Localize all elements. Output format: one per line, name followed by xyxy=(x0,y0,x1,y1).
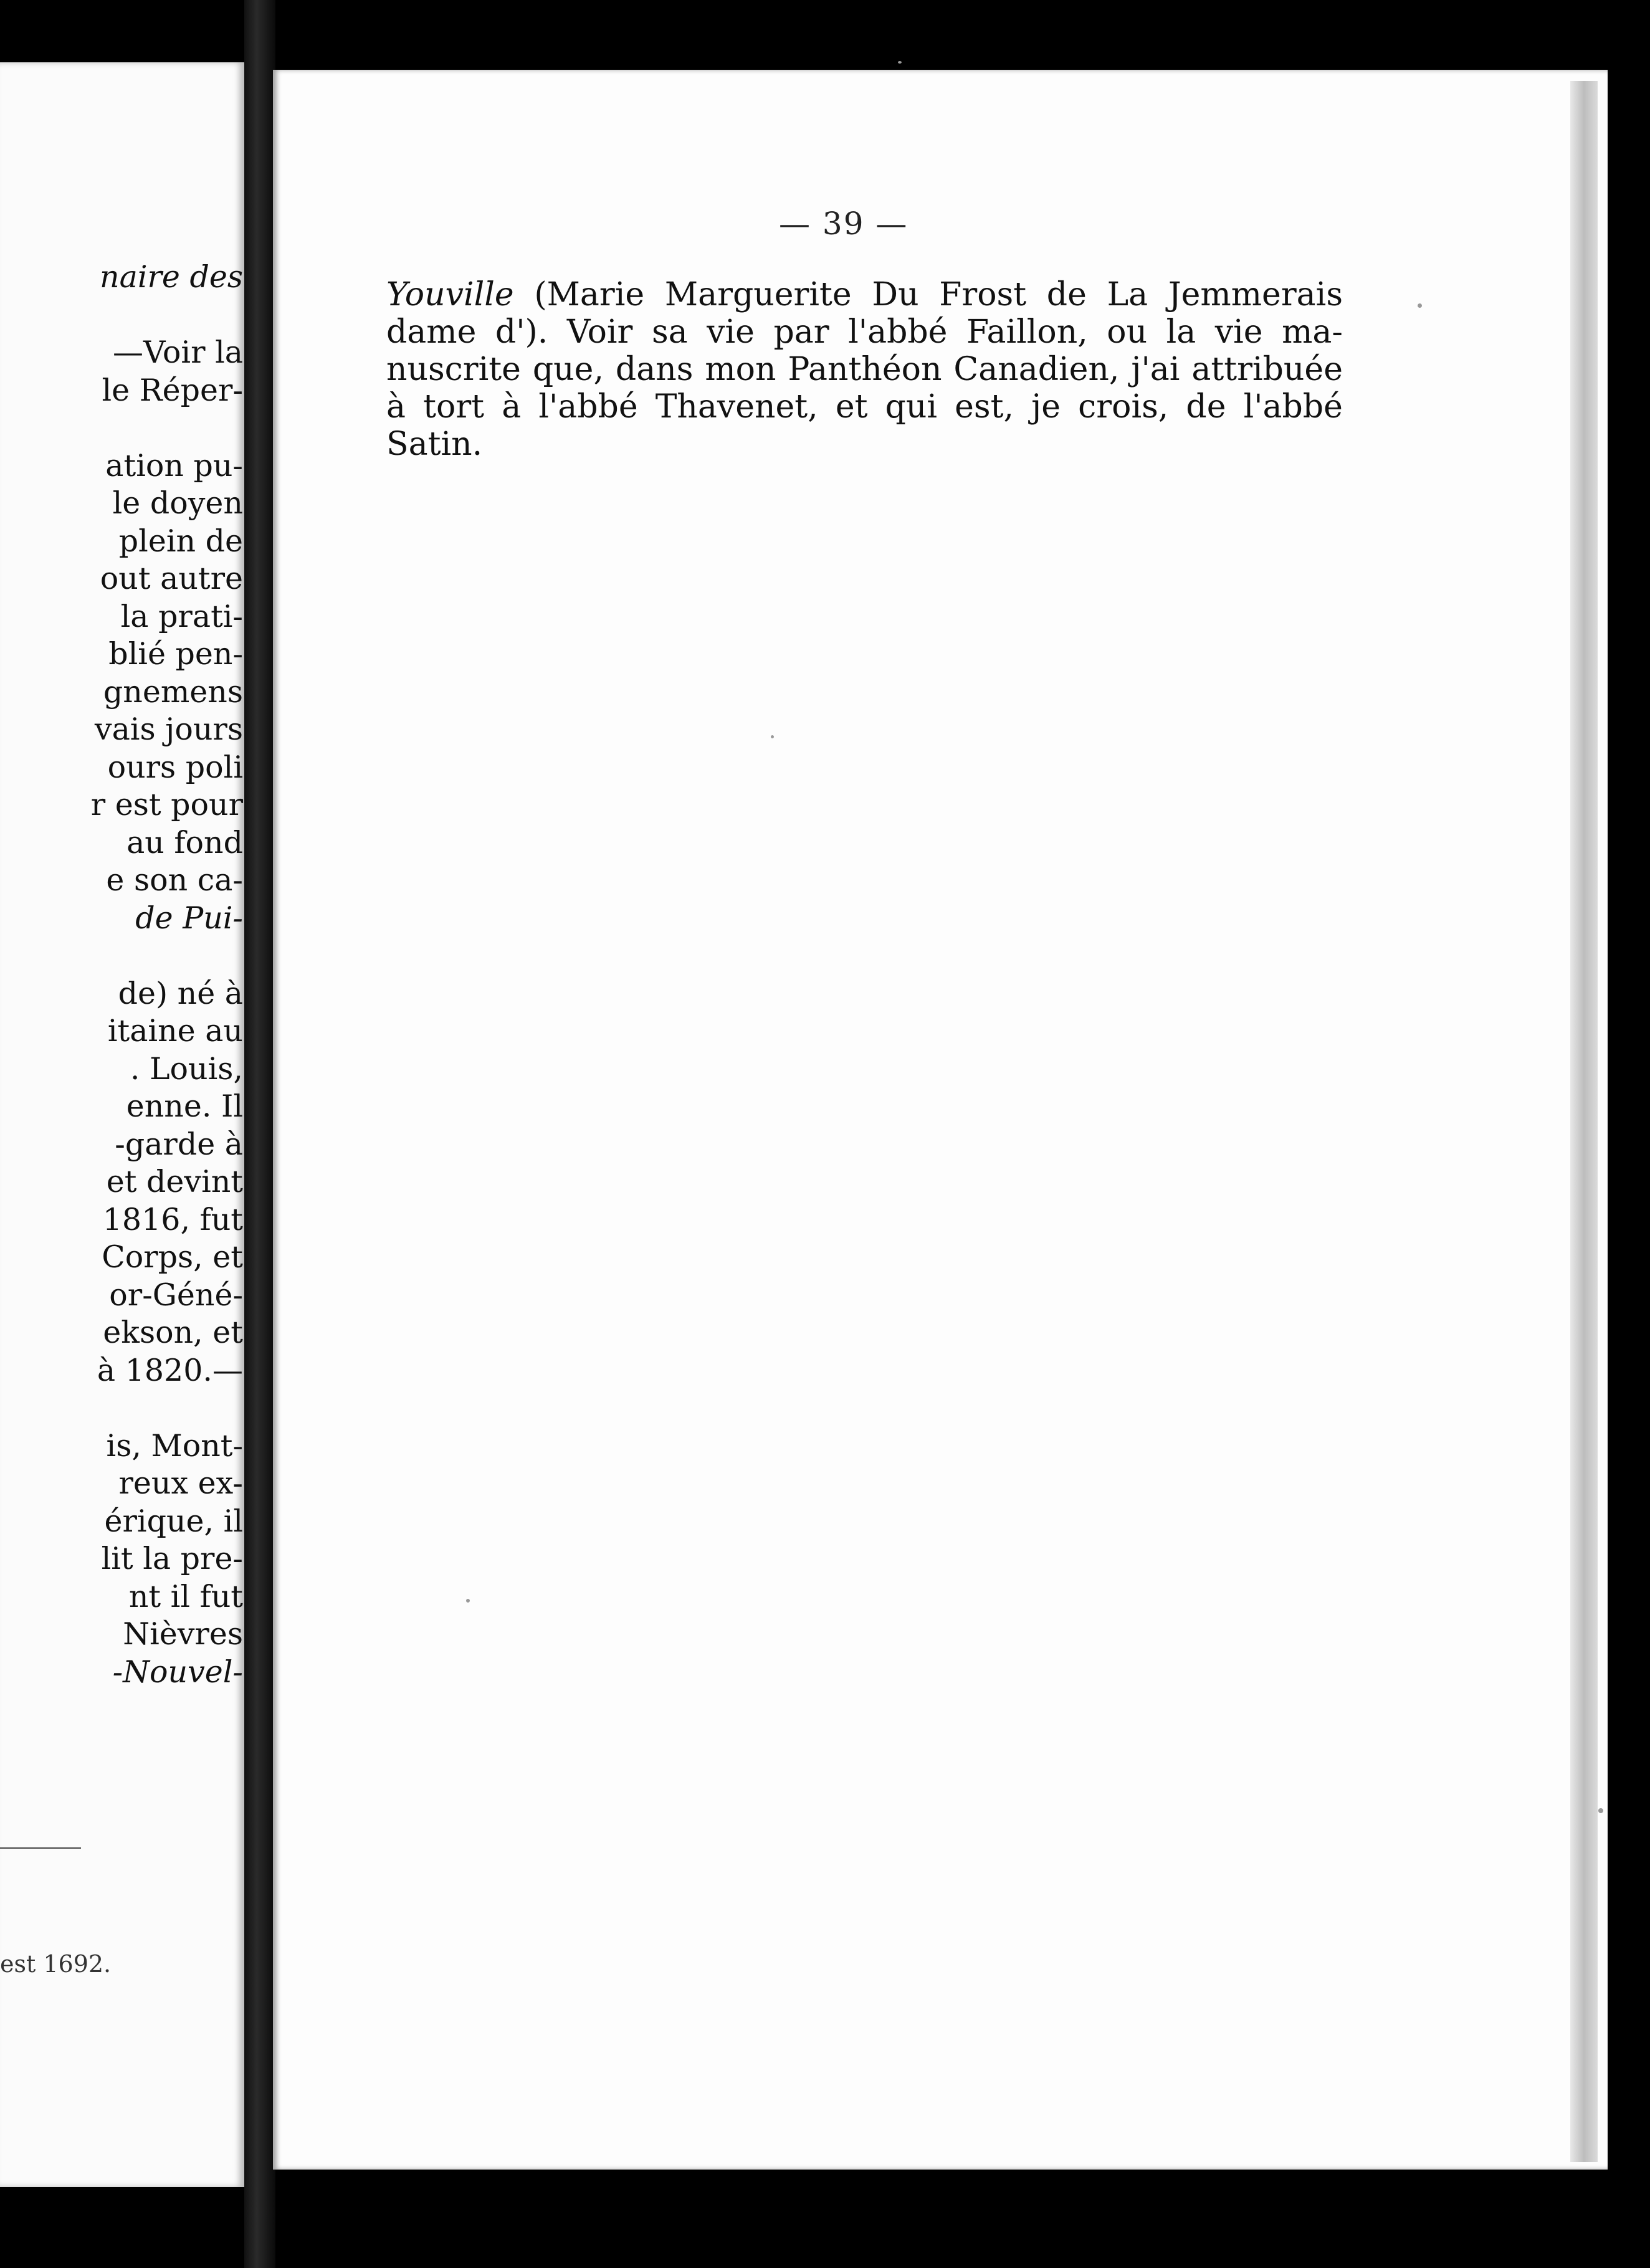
entry-line xyxy=(386,388,1343,426)
entry-word: l'abbé xyxy=(848,313,948,351)
left-page-line: le doyen xyxy=(112,485,243,521)
left-page-line: ours poli xyxy=(107,749,243,785)
entry-line xyxy=(386,426,1343,463)
left-page-line: vais jours xyxy=(94,712,243,747)
entry-word: l'abbé xyxy=(1243,388,1343,426)
entry-word: de xyxy=(1046,276,1087,313)
entry-word: à xyxy=(502,388,522,426)
left-page-line: itaine au xyxy=(107,1013,243,1049)
left-page-line: e son ca- xyxy=(106,862,243,898)
entry-word: La xyxy=(1107,276,1148,313)
left-page-line: Nièvres xyxy=(123,1616,243,1652)
entry-word: j'ai xyxy=(1131,351,1180,388)
entry-word: dans xyxy=(615,351,694,388)
entry-word: tort xyxy=(423,388,485,426)
left-page-line xyxy=(0,409,243,447)
entry-word: est, xyxy=(955,388,1014,426)
left-page-line: . Louis, xyxy=(130,1051,243,1087)
left-page-line xyxy=(0,297,243,335)
entry-word: nuscrite xyxy=(386,351,521,388)
entry-word: Thavenet, xyxy=(655,388,818,426)
left-page-line: la prati- xyxy=(120,598,243,634)
left-page-line: et devint xyxy=(106,1164,243,1199)
entry-word: l'abbé xyxy=(538,388,638,426)
entry-word: la xyxy=(1166,313,1196,351)
left-page-line: -garde à xyxy=(115,1126,243,1162)
left-page-line: nt il fut xyxy=(128,1578,243,1614)
entry-word: Canadien, xyxy=(953,351,1120,388)
left-page-line: ation pu- xyxy=(105,447,243,484)
left-page-line: gnemens xyxy=(103,674,243,710)
left-page-line: 1816, fut xyxy=(102,1201,243,1237)
left-page-line: enne. Il xyxy=(126,1089,243,1124)
entry-word: de xyxy=(1186,388,1226,426)
entry-word: et xyxy=(835,388,868,426)
left-page-line: érique, il xyxy=(104,1503,243,1539)
left-page-text xyxy=(0,259,243,1691)
left-page-line: ekson, et xyxy=(103,1315,243,1350)
entry-word: à xyxy=(386,388,406,426)
left-page-line: is, Mont- xyxy=(106,1427,243,1464)
entry-word: Voir xyxy=(566,313,633,351)
left-page-line: à 1820.— xyxy=(97,1352,243,1388)
entry-word: que, xyxy=(532,351,604,388)
entry-word: Satin. xyxy=(386,426,483,463)
entry-word: mon xyxy=(705,351,776,388)
left-page-line: -Nouvel- xyxy=(112,1654,243,1690)
left-page-line: blié pen- xyxy=(108,636,243,672)
entry-word: Jemmerais xyxy=(1168,276,1343,313)
entry-line xyxy=(386,276,1343,313)
left-page-line: or-Géné- xyxy=(109,1277,243,1313)
entry-headword: Youville xyxy=(386,276,514,313)
left-page-line: plein de xyxy=(118,523,243,559)
entry-word: (Marie xyxy=(534,276,645,313)
left-page-line: au fond xyxy=(126,824,243,860)
footnote-rule xyxy=(0,1847,81,1849)
entry-word: Panthéon xyxy=(788,351,942,388)
left-page-line: reux ex- xyxy=(118,1465,243,1501)
entry-word: Du xyxy=(872,276,919,313)
entry-line xyxy=(386,351,1343,388)
left-footnote: est 1692. xyxy=(0,1950,112,1978)
entry-line xyxy=(386,313,1343,351)
page-number: — 39 — xyxy=(779,206,908,242)
dictionary-entry xyxy=(386,276,1343,463)
entry-word: Frost xyxy=(939,276,1027,313)
entry-word: ma- xyxy=(1282,313,1343,351)
left-page-line: le Réper- xyxy=(102,372,243,408)
left-page-line: Corps, et xyxy=(102,1239,243,1275)
entry-word: sa xyxy=(651,313,688,351)
entry-word: dame xyxy=(386,313,477,351)
entry-word: qui xyxy=(885,388,938,426)
entry-word: Marguerite xyxy=(664,276,852,313)
left-page-line: de Pui- xyxy=(135,900,243,936)
left-page-line: out autre xyxy=(100,561,243,596)
entry-word: je xyxy=(1031,388,1061,426)
page-edge xyxy=(1570,81,1598,2162)
left-page xyxy=(0,62,244,2187)
left-page-line: naire des xyxy=(100,259,243,295)
left-page-line xyxy=(0,937,243,975)
entry-word: d'). xyxy=(495,313,548,351)
entry-word: par xyxy=(773,313,829,351)
left-page-line: —Voir la xyxy=(113,335,243,370)
entry-word: Faillon, xyxy=(966,313,1088,351)
left-page-line: de) né à xyxy=(118,975,243,1011)
left-page-line: lit la pre- xyxy=(101,1541,243,1576)
entry-word: vie xyxy=(1214,313,1263,351)
entry-word: vie xyxy=(707,313,755,351)
entry-word: attribuée xyxy=(1191,351,1343,388)
left-page-line: r est pour xyxy=(90,787,243,822)
book-gutter xyxy=(244,0,275,2268)
entry-word: crois, xyxy=(1078,388,1169,426)
left-page-line xyxy=(0,1389,243,1427)
entry-word: ou xyxy=(1107,313,1148,351)
